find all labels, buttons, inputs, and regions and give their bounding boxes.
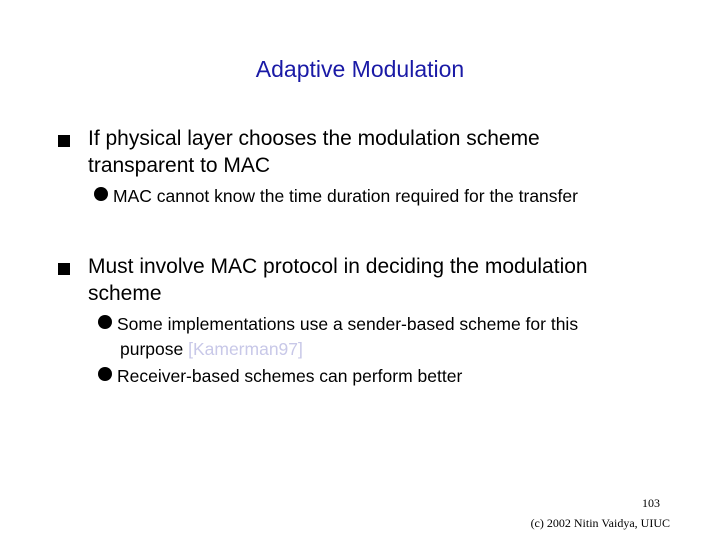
bullet-1-text	[58, 125, 678, 179]
bullet-2-sub-2-text: Receiver-based schemes can perform better	[117, 366, 463, 386]
bullet-2-sub-2	[98, 364, 678, 388]
bullet-1-line-1: If physical layer chooses the modulation scheme	[88, 127, 540, 150]
square-bullet-icon	[58, 135, 70, 147]
bullet-2-text	[58, 253, 678, 307]
bullet-2-sub-1-line-1: Some implementations use a sender-based scheme for this	[117, 314, 579, 334]
footer-credit: (c) 2002 Nitin Vaidya, UIUC	[530, 516, 670, 530]
bullet-2	[58, 253, 678, 388]
slide-title: Adaptive Modulation	[255, 56, 465, 82]
page-number: 103	[642, 496, 660, 510]
bullet-1-line-2: transparent to MAC	[88, 154, 271, 177]
round-bullet-icon	[98, 315, 112, 329]
reference-link: [Kamerman97]	[188, 339, 303, 359]
bullet-1-sub-1-text: MAC cannot know the time duration required for the transfer	[113, 186, 578, 206]
bullet-2-line-1: Must involve MAC protocol in deciding the modulation	[88, 255, 588, 278]
bullet-2-sub-1	[98, 312, 678, 361]
square-bullet-icon	[58, 263, 70, 275]
bullet-2-sub-1-line-2: purpose	[120, 339, 189, 359]
bullet-1	[58, 125, 678, 208]
bullet-1-sub-1	[94, 184, 678, 208]
round-bullet-icon	[94, 187, 108, 201]
bullet-2-line-2: scheme	[88, 282, 162, 305]
round-bullet-icon	[98, 367, 112, 381]
